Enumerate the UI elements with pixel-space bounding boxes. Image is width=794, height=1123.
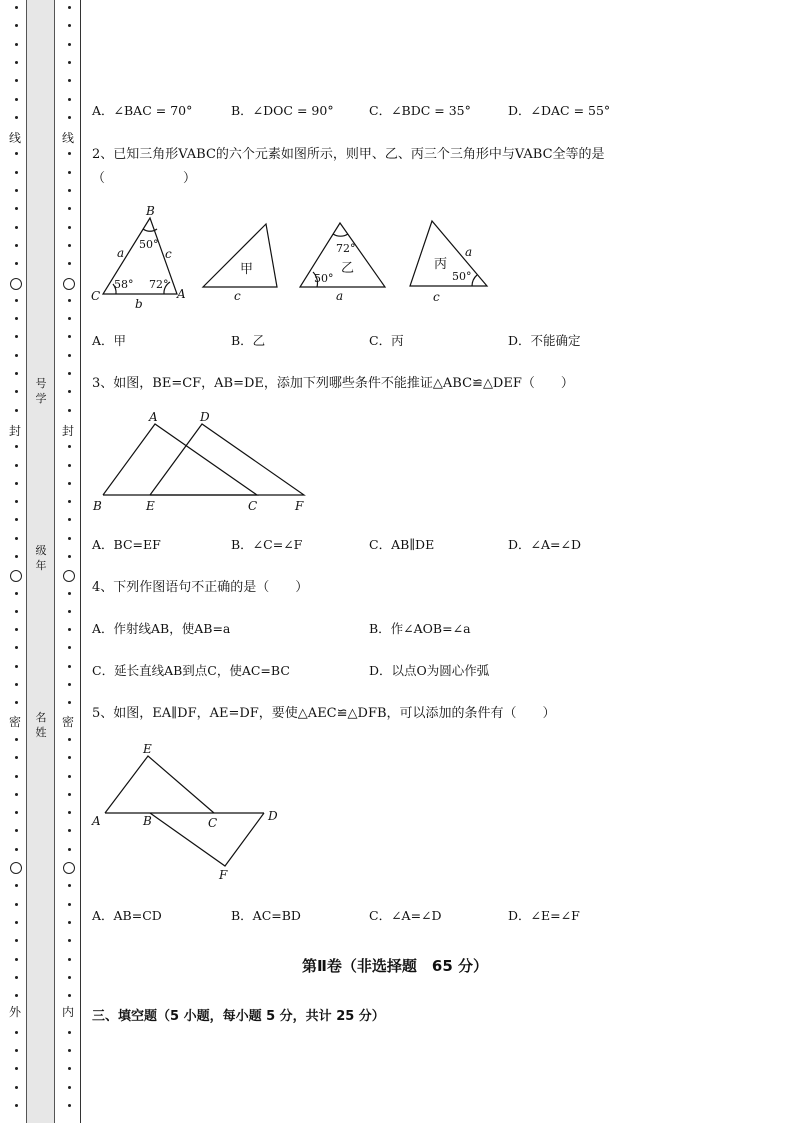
seal-dot [15, 43, 18, 46]
point-e: E [143, 742, 152, 756]
q2-answer-blank: （ ） [92, 171, 197, 186]
q5-option-a: A．AB=CD [92, 908, 162, 923]
seal-dot [68, 390, 71, 393]
seal-dot [68, 939, 71, 942]
point-b: B [143, 814, 152, 828]
label-b-side: b [135, 297, 143, 311]
seal-dot [68, 829, 71, 832]
inner-circle-mark [63, 278, 75, 290]
outer-dotted-line [10, 0, 24, 1123]
seal-dot [15, 6, 18, 9]
q2-figure [85, 200, 505, 312]
seal-dot [68, 98, 71, 101]
q3-option-a: A．BC=EF [92, 537, 161, 552]
seal-dot [15, 701, 18, 704]
q2-option-c: C．丙 [369, 333, 404, 348]
q5-option-b: B．AC=BD [231, 908, 301, 923]
seal-dot [68, 958, 71, 961]
q4-option-b: B．作∠AOB=∠a [369, 621, 471, 636]
seal-dot [68, 335, 71, 338]
seal-dot [15, 299, 18, 302]
seal-dot [68, 921, 71, 924]
seal-dot [15, 1067, 18, 1070]
seal-dot [68, 738, 71, 741]
triangle-yi [300, 223, 385, 287]
seal-dot [68, 518, 71, 521]
seal-dot [68, 189, 71, 192]
seal-dot [68, 610, 71, 613]
bing-side-a: a [465, 245, 473, 259]
seal-dot [15, 189, 18, 192]
seal-dot [15, 829, 18, 832]
part-2-title: 第Ⅱ卷（非选择题 65 分） [302, 957, 488, 975]
seal-dot [15, 171, 18, 174]
seal-dot [15, 738, 18, 741]
seal-dot [68, 976, 71, 979]
seal-dot [15, 98, 18, 101]
seal-dot [68, 354, 71, 357]
seal-dot [15, 409, 18, 412]
triangle-dfb [150, 813, 264, 866]
q2-option-a: A．甲 [92, 333, 127, 348]
angle-b-value: 50° [139, 238, 159, 251]
seal-dot [68, 24, 71, 27]
seal-dot [15, 1031, 18, 1034]
point-f: F [295, 499, 304, 513]
seal-dot [68, 537, 71, 540]
outer-circle-mark [10, 570, 22, 582]
seal-dot [15, 884, 18, 887]
q1-option-d: D．∠DAC = 55° [508, 103, 611, 118]
bing-side-c: c [433, 290, 440, 304]
seal-dot [68, 775, 71, 778]
bing-label: 丙 [434, 257, 448, 272]
seal-dot [68, 61, 71, 64]
grade-label: 级年 [35, 544, 47, 572]
label-c: c [165, 247, 172, 261]
inner-mark-inside: 内 [62, 1005, 75, 1019]
seal-dot [15, 61, 18, 64]
q4-stem: 4、下列作图语句不正确的是（ ） [92, 580, 309, 595]
seal-dot [15, 317, 18, 320]
outer-mark-seal: 封 [9, 424, 22, 438]
inner-mark-secret: 密 [62, 715, 75, 729]
label-a: a [117, 246, 125, 260]
seal-dot [15, 994, 18, 997]
seal-dot [68, 1031, 71, 1034]
seal-dot [15, 390, 18, 393]
angle-a-value: 72° [149, 278, 169, 291]
seal-dot [68, 226, 71, 229]
point-d: D [200, 410, 210, 424]
yi-side: a [336, 289, 344, 303]
inner-circle-mark [63, 862, 75, 874]
seal-dot [15, 848, 18, 851]
seal-dot [15, 262, 18, 265]
inner-dotted-line [63, 0, 77, 1123]
seal-dot [68, 372, 71, 375]
q5-figure [88, 740, 288, 885]
seal-dot [15, 592, 18, 595]
seal-dot [68, 171, 71, 174]
bing-angle: 50° [452, 270, 472, 283]
angle-c-value: 58° [114, 278, 134, 291]
seal-dot [15, 79, 18, 82]
q3-option-b: B．∠C=∠F [231, 537, 303, 552]
yi-top-arc [333, 234, 348, 236]
q5-option-d: D．∠E=∠F [508, 908, 580, 923]
q4-option-c: C．延长直线AB到点C，使AC=BC [92, 663, 290, 678]
q4-option-d: D．以点O为圆心作弧 [369, 663, 490, 678]
yi-angle-top: 72° [336, 242, 356, 255]
student-info-band [26, 0, 55, 1123]
point-c: C [248, 499, 258, 513]
bing-right-arc [472, 275, 477, 286]
seal-dot [15, 811, 18, 814]
seal-dot [15, 921, 18, 924]
q2-option-b: B．乙 [231, 333, 266, 348]
point-d: D [268, 809, 278, 823]
q3-figure [88, 406, 318, 518]
seal-dot [15, 464, 18, 467]
gutter-border-line [80, 0, 81, 1123]
seal-dot [15, 775, 18, 778]
vertex-a: A [177, 287, 186, 301]
yi-label: 乙 [341, 261, 355, 276]
seal-dot [68, 1104, 71, 1107]
seal-dot [15, 1086, 18, 1089]
seal-dot [68, 79, 71, 82]
triangle-def [150, 424, 304, 495]
jia-label: 甲 [240, 262, 254, 277]
seal-dot [68, 1086, 71, 1089]
seal-dot [15, 939, 18, 942]
q1-option-c: C．∠BDC = 35° [369, 103, 471, 118]
seal-dot [15, 445, 18, 448]
seal-dot [15, 226, 18, 229]
point-a: A [149, 410, 158, 424]
seal-dot [15, 903, 18, 906]
seal-dot [15, 152, 18, 155]
jia-side: c [234, 289, 241, 303]
seal-dot [68, 207, 71, 210]
triangle-aec [105, 756, 214, 813]
seal-dot [15, 646, 18, 649]
seal-dot [15, 500, 18, 503]
seal-dot [15, 793, 18, 796]
q2-stem: 2、已知三角形VABC的六个元素如图所示，则甲、乙、丙三个三角形中与VABC全等的是 [92, 147, 605, 162]
outer-circle-mark [10, 862, 22, 874]
seal-dot [15, 354, 18, 357]
seal-dot [68, 756, 71, 759]
seal-dot [68, 1067, 71, 1070]
seal-dot [68, 994, 71, 997]
seal-dot [68, 701, 71, 704]
seal-dot [68, 628, 71, 631]
seal-dot [68, 903, 71, 906]
seal-dot [68, 482, 71, 485]
seal-dot [15, 244, 18, 247]
yi-angle-left: 50° [314, 272, 334, 285]
outer-mark-outside: 外 [9, 1005, 22, 1019]
seal-dot [15, 482, 18, 485]
seal-dot [15, 372, 18, 375]
seal-dot [15, 756, 18, 759]
vertex-c: C [91, 289, 101, 303]
seal-dot [68, 116, 71, 119]
seal-dot [68, 884, 71, 887]
triangle-jia [203, 224, 277, 287]
q3-option-c: C．AB∥DE [369, 537, 435, 552]
name-label: 名姓 [35, 711, 47, 739]
q5-stem: 5、如图，EA∥DF，AE=DF，要使△AEC≌△DFB，可以添加的条件有（ ） [92, 706, 556, 721]
seal-dot [15, 683, 18, 686]
outer-mark-secret: 密 [9, 715, 22, 729]
point-f: F [219, 868, 228, 882]
seal-dot [15, 1049, 18, 1052]
seal-dot [15, 207, 18, 210]
outer-mark-line: 线 [9, 131, 22, 145]
seal-dot [15, 24, 18, 27]
seal-dot [68, 43, 71, 46]
seal-dot [15, 958, 18, 961]
seal-dot [68, 500, 71, 503]
seal-dot [15, 976, 18, 979]
seal-dot [68, 646, 71, 649]
seal-dot [68, 1049, 71, 1052]
q3-option-d: D．∠A=∠D [508, 537, 581, 552]
student-number-label: 号学 [35, 377, 47, 405]
seal-dot [15, 610, 18, 613]
seal-dot [68, 6, 71, 9]
q1-option-a: A．∠BAC = 70° [92, 103, 193, 118]
seal-dot [15, 116, 18, 119]
seal-dot [68, 464, 71, 467]
seal-dot [68, 683, 71, 686]
seal-dot [68, 299, 71, 302]
seal-dot [15, 335, 18, 338]
seal-dot [15, 555, 18, 558]
seal-dot [68, 793, 71, 796]
seal-dot [68, 445, 71, 448]
seal-dot [15, 1104, 18, 1107]
seal-dot [68, 244, 71, 247]
seal-dot [15, 628, 18, 631]
inner-mark-seal: 封 [62, 424, 75, 438]
seal-dot [68, 409, 71, 412]
seal-dot [15, 665, 18, 668]
seal-dot [15, 518, 18, 521]
outer-circle-mark [10, 278, 22, 290]
label-b: B [146, 204, 155, 218]
seal-dot [68, 592, 71, 595]
q2-option-d: D．不能确定 [508, 333, 581, 348]
seal-dot [68, 317, 71, 320]
q4-option-a: A．作射线AB，使AB=a [92, 621, 231, 636]
seal-dot [15, 537, 18, 540]
seal-dot [68, 665, 71, 668]
section-3-heading: 三、填空题（5 小题，每小题 5 分，共计 25 分） [92, 1009, 385, 1024]
seal-dot [68, 848, 71, 851]
inner-circle-mark [63, 570, 75, 582]
seal-dot [68, 262, 71, 265]
seal-dot [68, 152, 71, 155]
inner-mark-line: 线 [62, 131, 75, 145]
q1-option-b: B．∠DOC = 90° [231, 103, 334, 118]
triangle-abc [103, 424, 257, 495]
q5-option-c: C．∠A=∠D [369, 908, 442, 923]
point-a: A [92, 814, 101, 828]
point-c: C [208, 816, 218, 830]
seal-dot [68, 811, 71, 814]
q3-stem: 3、如图，BE=CF，AB=DE，添加下列哪些条件不能推证△ABC≌△DEF（ ） [92, 376, 574, 391]
point-b: B [93, 499, 102, 513]
seal-dot [68, 555, 71, 558]
point-e: E [146, 499, 155, 513]
